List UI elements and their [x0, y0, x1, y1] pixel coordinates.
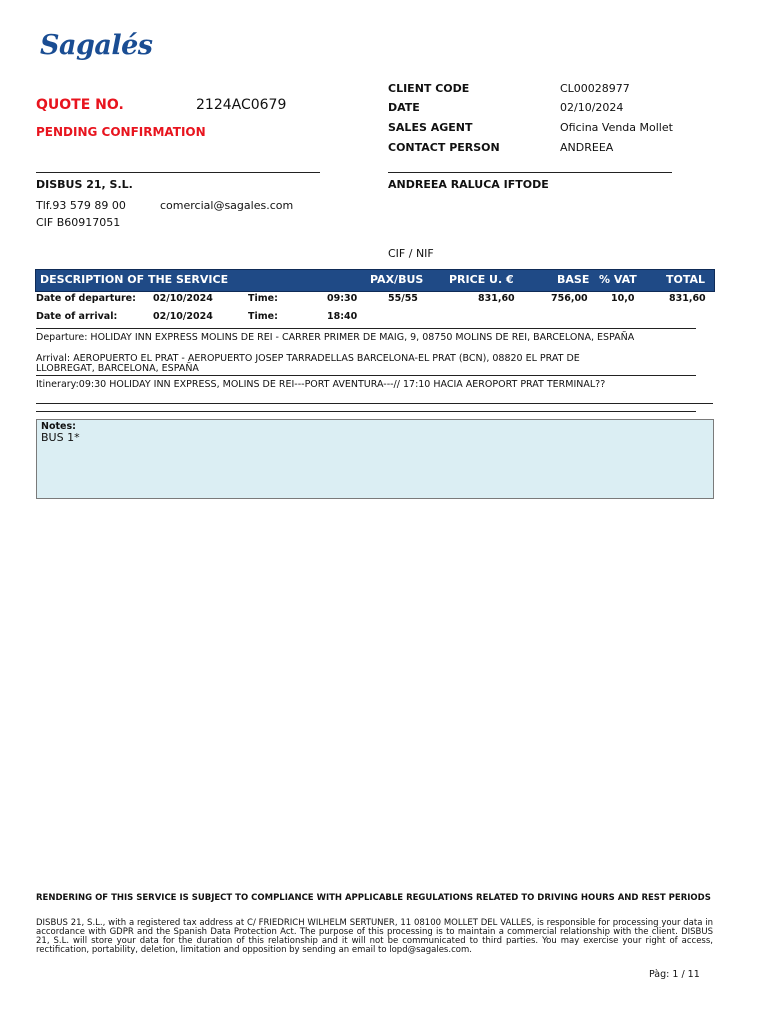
company-cif: CIF B60917051 — [36, 216, 121, 229]
itinerary-text: Itinerary:09:30 HOLIDAY INN EXPRESS, MOLINS DE REI---PORT AVENTURA---// 17:10 HACIA AEROPORT PRAT TERMINAL?? — [36, 379, 606, 390]
departure-address: Departure: HOLIDAY INN EXPRESS MOLINS DE REI - CARRER PRIMER DE MAIG, 9, 08750 MOLINS DE REI, BARCELONA, ESPAÑA — [36, 332, 635, 343]
service-table-header — [35, 269, 715, 292]
quote-number: 2124AC0679 — [196, 97, 287, 113]
client-divider — [388, 172, 672, 173]
sagales-logo: Sagalés — [40, 30, 153, 61]
notes-text: BUS 1* — [41, 431, 80, 444]
address-divider — [36, 375, 696, 376]
total-value: 831,60 — [669, 293, 706, 304]
arrival-address: Arrival: AEROPUERTO EL PRAT - AEROPUERTO JOSEP TARRADELLAS BARCELONA-EL PRAT (BCN), 08820 EL PRAT DE LLOBREGAT, BARCELONA, ESPAÑA — [36, 353, 580, 374]
vat-value: 10,0 — [611, 293, 635, 304]
page-number: Pàg: 1 / 11 — [649, 969, 700, 980]
footer-notice: RENDERING OF THIS SERVICE IS SUBJECT TO COMPLIANCE WITH APPLICABLE REGULATIONS RELATED TO DRIVING HOURS AND REST PERIODS — [36, 893, 711, 903]
contact-person-value: ANDREEA — [560, 141, 614, 154]
notes-box — [36, 419, 714, 499]
departure-date: 02/10/2024 — [153, 293, 213, 304]
date-value: 02/10/2024 — [560, 101, 624, 114]
company-divider — [36, 172, 320, 173]
arrival-date: 02/10/2024 — [153, 311, 213, 322]
header-description: DESCRIPTION OF THE SERVICE — [40, 273, 229, 286]
footer-privacy: DISBUS 21, S.L., with a registered tax address at C/ FRIEDRICH WILHELM SERTUNER, 11 08100 MOLLET DEL VALLES, is responsible for processing your data in accordance with GDPR and the Spanish Data Protection Act. The purpose of this processing is to maintain a commercial relationship with the client. DISBUS 21, S.L. will store your data for the duration of this relationship and it will not be communicated to third parties. You may exercise your right of access, rectification, portability, deletion, limitation and opposition by sending an email to lopd@sagales.com. — [36, 918, 713, 955]
client-code-value: CL00028977 — [560, 82, 630, 95]
arrival-label: Date of arrival: — [36, 311, 118, 322]
header-price: PRICE U. € — [449, 273, 514, 286]
date-label: DATE — [388, 101, 420, 114]
company-name: DISBUS 21, S.L. — [36, 178, 133, 191]
client-code-label: CLIENT CODE — [388, 82, 470, 95]
pax-value: 55/55 — [388, 293, 418, 304]
departure-label: Date of departure: — [36, 293, 136, 304]
header-base: BASE — [557, 273, 590, 286]
header-total: TOTAL — [666, 273, 706, 286]
base-value: 756,00 — [551, 293, 588, 304]
header-pax: PAX/BUS — [370, 273, 424, 286]
departure-time-label: Time: — [248, 293, 278, 304]
sales-agent-label: SALES AGENT — [388, 121, 473, 134]
quote-label: QUOTE NO. — [36, 97, 124, 113]
sales-agent-value: Oficina Venda Mollet — [560, 121, 673, 134]
itinerary-divider-2 — [36, 411, 696, 412]
contact-person-label: CONTACT PERSON — [388, 141, 500, 154]
client-cif-label: CIF / NIF — [388, 247, 434, 260]
client-name: ANDREEA RALUCA IFTODE — [388, 178, 549, 191]
arrival-time: 18:40 — [327, 311, 358, 322]
row-divider — [36, 328, 696, 329]
departure-time: 09:30 — [327, 293, 358, 304]
price-value: 831,60 — [478, 293, 515, 304]
header-vat: % VAT — [599, 273, 637, 286]
company-email[interactable]: comercial@sagales.com — [160, 199, 294, 212]
notes-label: Notes: — [41, 421, 76, 432]
arrival-time-label: Time: — [248, 311, 278, 322]
itinerary-divider — [36, 403, 713, 404]
quote-status: PENDING CONFIRMATION — [36, 125, 206, 139]
company-phone: Tlf.93 579 89 00 — [36, 199, 126, 212]
